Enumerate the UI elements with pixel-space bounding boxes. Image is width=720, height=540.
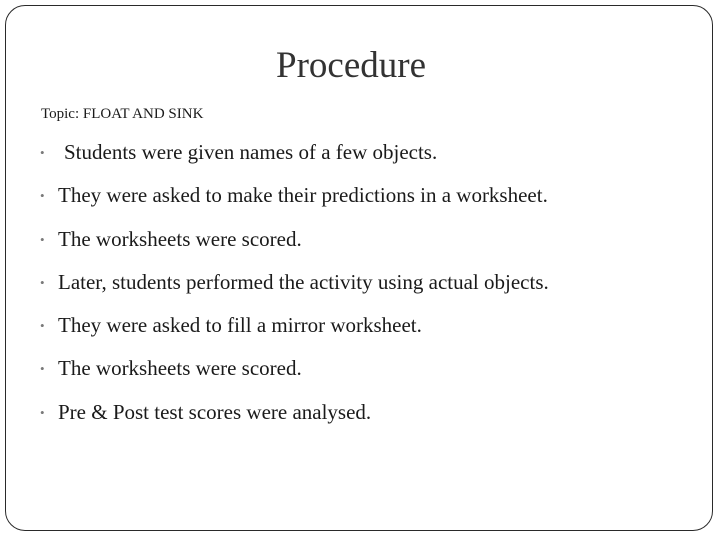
list-item xyxy=(40,400,549,443)
list-item xyxy=(40,140,549,183)
bullet-text: The worksheets were scored. xyxy=(58,226,302,251)
bullet-list xyxy=(40,140,549,443)
bullet-text: Pre & Post test scores were analysed. xyxy=(58,399,372,424)
bullet-icon: • xyxy=(40,404,45,420)
list-item xyxy=(40,183,549,226)
bullet-icon: • xyxy=(40,274,45,290)
bullet-icon: • xyxy=(40,188,45,204)
bullet-text: They were asked to fill a mirror worksheet. xyxy=(58,313,422,338)
list-item xyxy=(40,313,549,356)
bullet-text: They were asked to make their predictions in a worksheet. xyxy=(58,183,548,208)
slide-title: Procedure xyxy=(276,45,426,86)
slide-frame xyxy=(5,5,713,531)
bullet-icon: • xyxy=(40,361,45,377)
bullet-text: Later, students performed the activity using actual objects. xyxy=(58,269,549,294)
list-item xyxy=(40,356,549,399)
list-item xyxy=(40,270,549,313)
bullet-icon: • xyxy=(40,318,45,334)
list-item xyxy=(40,227,549,270)
bullet-text: The worksheets were scored. xyxy=(58,356,302,381)
bullet-icon: • xyxy=(40,145,45,160)
bullet-icon: • xyxy=(40,231,45,247)
bullet-text: Students were given names of a few objects. xyxy=(64,140,438,164)
topic-line: Topic: FLOAT AND SINK xyxy=(41,106,204,122)
